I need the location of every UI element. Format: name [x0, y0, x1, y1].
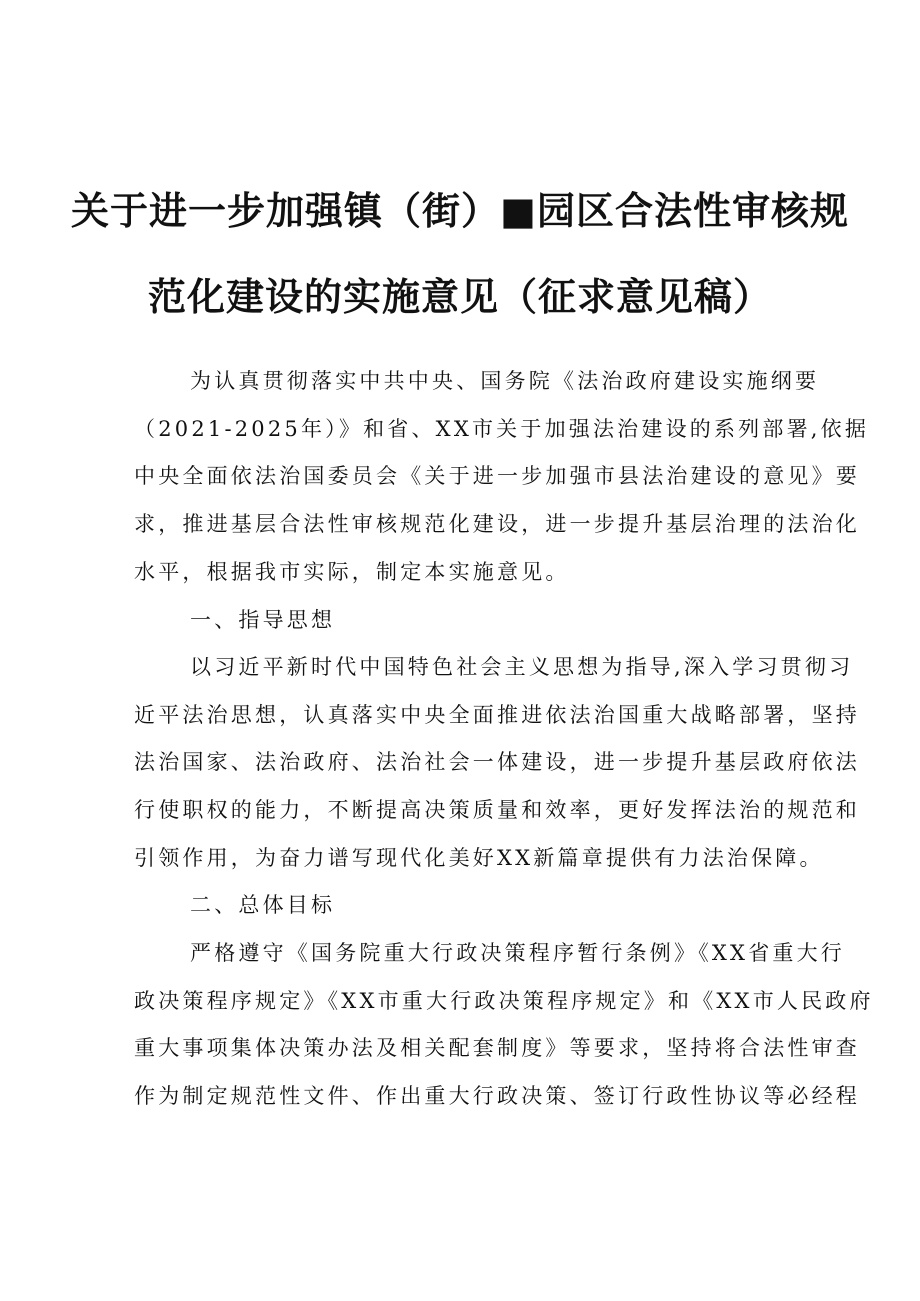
paragraph-2-line-2: 近平法治思想，认真落实中央全面推进依法治国重大战略部署，坚持 [134, 703, 860, 727]
paragraph-3-line-4: 作为制定规范性文件、作出重大行政决策、签订行政性协议等必经程 [134, 1084, 860, 1108]
section-2-heading: 二、总体目标 [190, 893, 336, 917]
paragraph-2-line-4: 行使职权的能力，不断提高决策质量和效率，更好发挥法治的规范和 [134, 798, 860, 822]
paragraph-2-line-5: 引领作用，为奋力谱写现代化美好XX新篇章提供有力法治保障。 [134, 846, 824, 870]
paragraph-1-line-3: 中央全面依法治国委员会《关于进一步加强市县法治建设的意见》要 [134, 464, 860, 488]
paragraph-1-line-5: 水平，根据我市实际，制定本实施意见。 [134, 560, 570, 584]
paragraph-1-line-4: 求，推进基层合法性审核规范化建设，进一步提升基层治理的法治化 [134, 512, 860, 536]
paragraph-2-line-1: 以习近平新时代中国特色社会主义思想为指导,深入学习贯彻习 [190, 655, 854, 679]
paragraph-1-line-1: 为认真贯彻落实中共中央、国务院《法治政府建设实施纲要 [190, 369, 820, 393]
paragraph-3-line-3: 重大事项集体决策办法及相关配套制度》等要求，坚持将合法性审查 [134, 1036, 860, 1060]
paragraph-3-line-2: 政决策程序规定》《XX市重大行政决策程序规定》和《XX市人民政府 [134, 989, 874, 1013]
document-title-line-1: 关于进一步加强镇（街）■园区合法性审核规 [71, 189, 849, 233]
paragraph-1-line-2: （2021-2025年）》和省、XX市关于加强法治建设的系列部署,依据 [134, 417, 870, 441]
section-1-heading: 一、指导思想 [190, 608, 336, 632]
paragraph-2-line-3: 法治国家、法治政府、法治社会一体建设，进一步提升基层政府依法 [134, 750, 860, 774]
document-title-line-2: 范化建设的实施意见（征求意见稿） [147, 275, 772, 319]
paragraph-3-line-1: 严格遵守《国务院重大行政决策程序暂行条例》《XX省重大行 [190, 941, 845, 965]
